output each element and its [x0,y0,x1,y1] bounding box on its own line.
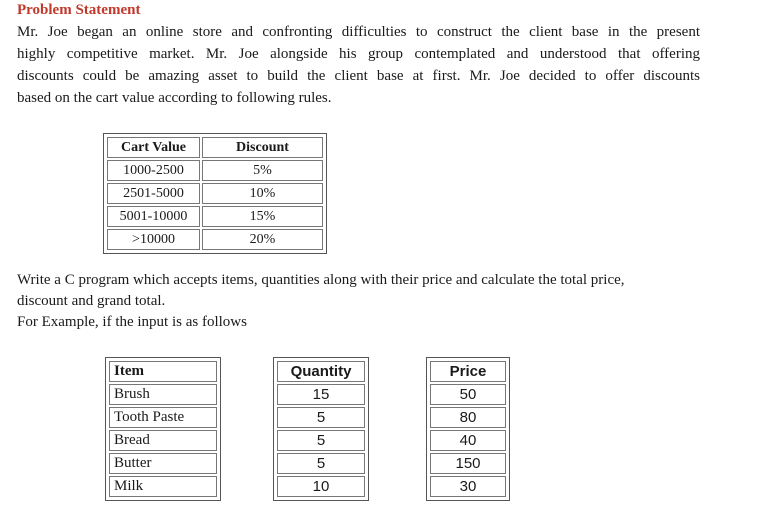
quantity-cell: 5 [277,430,365,451]
problem-heading: Problem Statement [17,2,141,18]
cart-value-cell: >10000 [107,229,200,250]
discount-table [103,133,327,254]
task-line: For Example, if the input is as follows [17,314,247,330]
item-cell: Butter [109,453,217,474]
item-cell: Tooth Paste [109,407,217,428]
items-table [105,357,221,501]
intro-paragraph [17,21,700,109]
intro-line: discounts could be amazing asset to build the client base at first. Mr. Joe decided to offer discounts [17,68,700,84]
price-cell: 50 [430,384,506,405]
price-header: Price [430,361,506,382]
intro-line: highly competitive market. Mr. Joe alongside his group contemplated and understood that offering [17,46,700,62]
discount-header: Discount [202,137,323,158]
price-cell: 150 [430,453,506,474]
quantity-cell: 5 [277,407,365,428]
item-header: Item [109,361,217,382]
price-cell: 80 [430,407,506,428]
quantity-cell: 5 [277,453,365,474]
item-cell: Milk [109,476,217,497]
quantity-header: Quantity [277,361,365,382]
price-cell: 30 [430,476,506,497]
table-row [107,160,323,181]
discount-cell: 20% [202,229,323,250]
discount-cell: 15% [202,206,323,227]
task-line: discount and grand total. [17,293,166,309]
intro-line: based on the cart value according to following rules. [17,90,332,106]
discount-cell: 10% [202,183,323,204]
price-cell: 40 [430,430,506,451]
price-table [426,357,510,501]
table-row [107,206,323,227]
intro-line: Mr. Joe began an online store and confronting difficulties to construct the client base in the present [17,24,700,40]
table-header-row [107,137,323,158]
cart-value-header: Cart Value [107,137,200,158]
item-cell: Brush [109,384,217,405]
task-paragraph [17,270,707,333]
item-cell: Bread [109,430,217,451]
cart-value-cell: 5001-10000 [107,206,200,227]
task-line: Write a C program which accepts items, quantities along with their price and calculate the total price, [17,272,625,288]
quantity-cell: 10 [277,476,365,497]
quantity-table [273,357,369,501]
cart-value-cell: 1000-2500 [107,160,200,181]
discount-cell: 5% [202,160,323,181]
cart-value-cell: 2501-5000 [107,183,200,204]
table-row [107,229,323,250]
quantity-cell: 15 [277,384,365,405]
table-row [107,183,323,204]
